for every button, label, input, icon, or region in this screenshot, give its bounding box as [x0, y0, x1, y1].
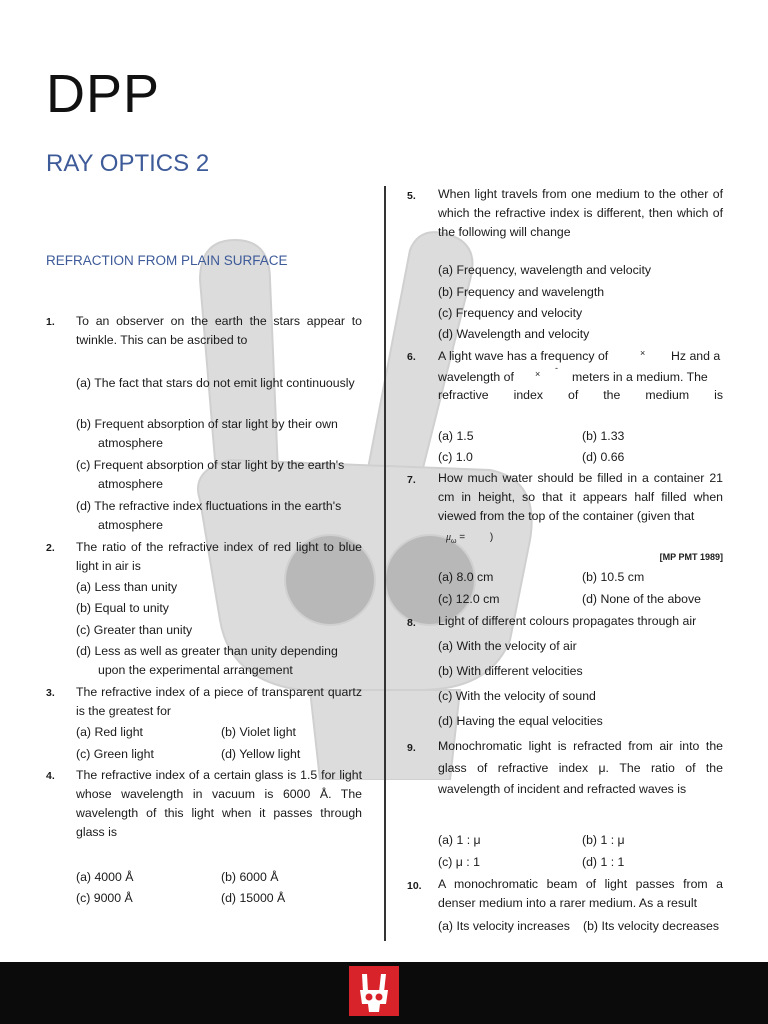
option-d: (d) 15000 Å	[221, 891, 286, 905]
question-text-line3: refractive index of the medium is	[438, 388, 723, 402]
option-a: (a) 1.5	[438, 429, 474, 443]
question-text: The refractive index of a piece of transparent quartz is the greatest for	[76, 685, 362, 719]
option-d: (d) None of the above	[582, 592, 701, 606]
question-text: The ratio of the refractive index of red light to blue light in air is	[76, 540, 362, 574]
question-text-line1: A light wave has a frequency of	[438, 349, 609, 363]
page-subtitle: RAY OPTICS 2	[46, 150, 210, 177]
option-b: (b) Frequency and wavelength	[438, 285, 605, 299]
option-d: (d) The refractive index fluctuations in the earth's atmosphere	[76, 499, 342, 533]
question-number: 8.	[407, 617, 416, 629]
option-b: (b) 1.33	[582, 429, 625, 443]
option-b: (b) 1 : μ	[582, 833, 625, 847]
times-symbol: ×	[535, 369, 541, 379]
option-a: (a) Less than unity	[76, 580, 178, 594]
option-b: (b) 6000 Å	[221, 870, 279, 884]
question-number: 4.	[46, 770, 55, 782]
question-text: Light of different colours propagates through air	[438, 614, 697, 628]
mu-symbol: μ	[446, 532, 452, 543]
option-c: (c) Frequency and velocity	[438, 306, 583, 320]
option-d: (d) Yellow light	[221, 747, 301, 761]
source-tag: [MP PMT 1989]	[659, 552, 723, 562]
omega-subscript: ω	[451, 538, 457, 545]
option-c: (c) Greater than unity	[76, 623, 193, 637]
question-number: 7.	[407, 474, 416, 486]
question-number: 1.	[46, 316, 55, 328]
rock-hand-logo-icon	[349, 966, 399, 1016]
option-a: (a) The fact that stars do not emit light continuously	[76, 376, 355, 390]
option-c: (c) 1.0	[438, 450, 473, 464]
section-heading: REFRACTION FROM PLAIN SURFACE	[46, 253, 288, 268]
question-text-line2b: meters in a medium. The	[572, 370, 708, 384]
option-b: (b) With different velocities	[438, 664, 583, 678]
question-number: 10.	[407, 880, 422, 892]
question-text: How much water should be filled in a container 21 cm in height, so that it appears half filled when viewed from the top of the container (given that	[438, 471, 723, 524]
option-d: (d) Less as well as greater than unity depending upon the experimental arrangement	[76, 644, 338, 678]
option-c: (c) Frequent absorption of star light by the earth's atmosphere	[76, 458, 345, 492]
question-number: 3.	[46, 687, 55, 699]
option-b: (b) Frequent absorption of star light by their own atmosphere	[76, 417, 338, 451]
question-text: A monochromatic beam of light passes from a denser medium into a rarer medium. As a result	[438, 877, 723, 911]
option-d: (d) Wavelength and velocity	[438, 327, 590, 341]
option-a: (a) 1 : μ	[438, 833, 481, 847]
option-c: (c) With the velocity of sound	[438, 689, 596, 703]
option-a: (a) Its velocity increases	[438, 919, 570, 933]
option-c: (c) Green light	[76, 747, 154, 761]
option-d: (d) 1 : 1	[582, 855, 625, 869]
question-text-line2: wavelength of	[438, 370, 514, 384]
minus-superscript: -	[555, 363, 558, 373]
option-d: (d) Having the equal velocities	[438, 714, 603, 728]
question-number: 2.	[46, 542, 55, 554]
option-d: (d) 0.66	[582, 450, 625, 464]
question-number: 5.	[407, 190, 416, 202]
option-a: (a) Red light	[76, 725, 143, 739]
option-b: (b) Violet light	[221, 725, 296, 739]
column-divider	[384, 186, 386, 941]
question-text: Monochromatic light is refracted from air into the glass of refractive index μ. The ratio of the wavelength of incident and refracted waves is	[438, 739, 723, 797]
page-title: DPP	[46, 64, 161, 124]
option-c: (c) 12.0 cm	[438, 592, 500, 606]
option-b: (b) Its velocity decreases	[583, 919, 719, 933]
option-a: (a) 4000 Å	[76, 870, 134, 884]
question-number: 6.	[407, 351, 416, 363]
close-paren: )	[489, 532, 494, 543]
equation-line	[446, 530, 493, 548]
question-text: To an observer on the earth the stars appear to twinkle. This can be ascribed to	[76, 314, 362, 348]
question-number: 9.	[407, 742, 416, 754]
option-c: (c) 9000 Å	[76, 891, 133, 905]
option-a: (a) 8.0 cm	[438, 570, 494, 584]
times-symbol: ×	[640, 348, 646, 358]
equals-sign: =	[459, 532, 466, 543]
option-b: (b) Equal to unity	[76, 601, 169, 615]
option-a: (a) With the velocity of air	[438, 639, 577, 653]
option-a: (a) Frequency, wavelength and velocity	[438, 263, 652, 277]
question-text: When light travels from one medium to the other of which the refractive index is different, then which of the following will change	[438, 187, 723, 240]
question-text: The refractive index of a certain glass is 1.5 for light whose wavelength in vacuum is 6000 Å. The wavelength of this light when it passes through glass is	[76, 768, 362, 840]
option-b: (b) 10.5 cm	[582, 570, 645, 584]
question-text-line1b: Hz and a	[671, 349, 721, 363]
option-c: (c) μ : 1	[438, 855, 480, 869]
